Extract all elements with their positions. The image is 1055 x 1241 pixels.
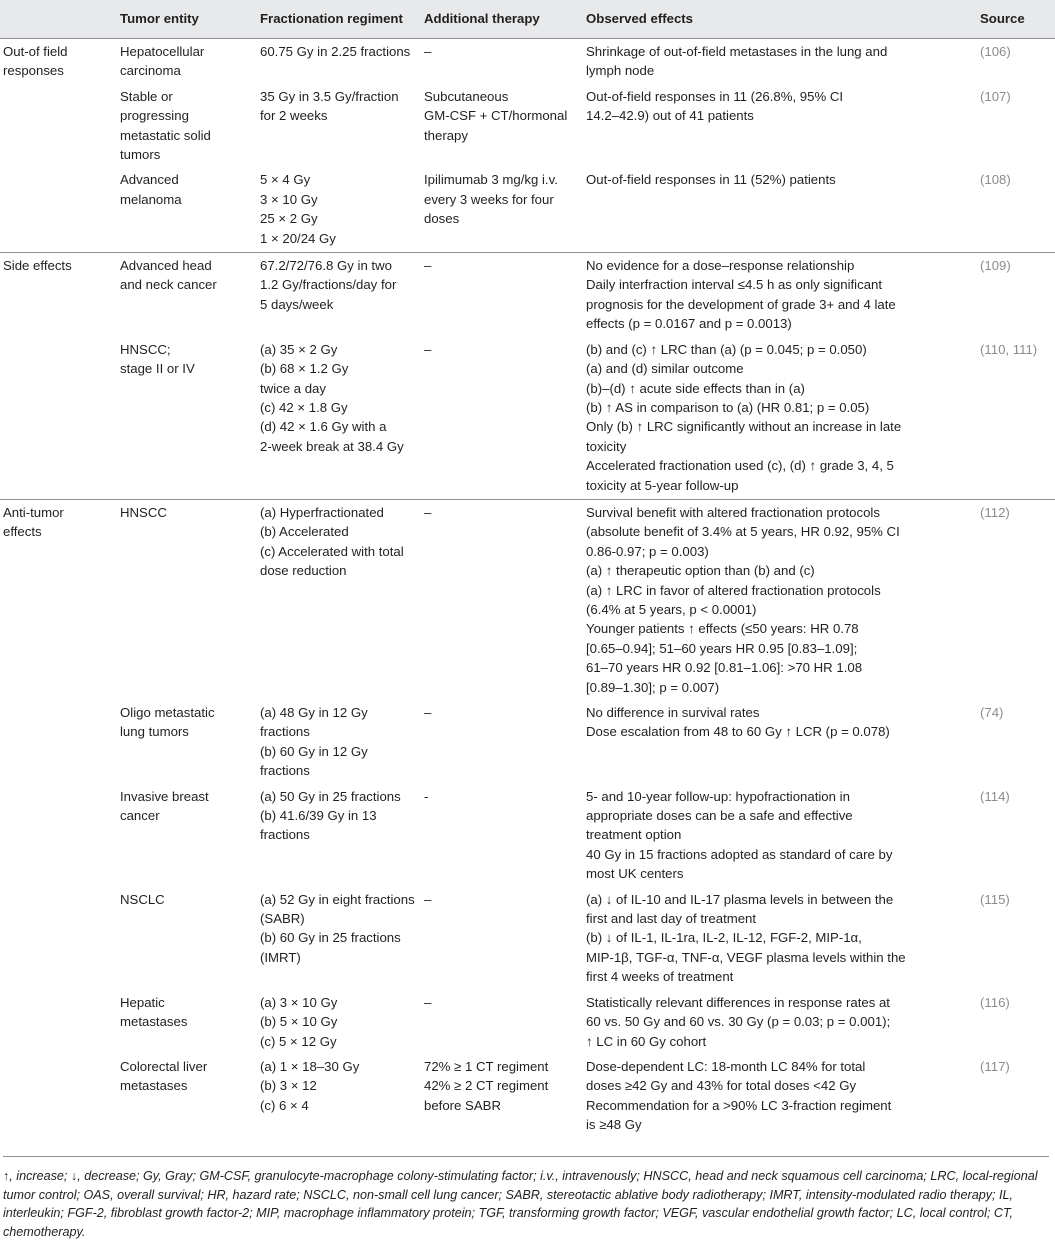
- additional-therapy-cell-line: –: [424, 341, 432, 357]
- group-label: [0, 499, 120, 701]
- observed-effects-cell-line: Dose escalation from 48 to 60 Gy ↑ LCR (p = 0.078): [586, 724, 890, 740]
- group-label: [0, 338, 120, 500]
- fractionation-cell: [260, 1055, 424, 1139]
- additional-therapy-cell-line: 72% ≥ 1 CT regiment: [424, 1058, 549, 1074]
- additional-therapy-cell-line: GM-CSF + CT/hormonal: [424, 108, 568, 124]
- source-cell: (115): [980, 891, 1010, 907]
- observed-effects-cell-line: first and last day of treatment: [586, 911, 757, 927]
- observed-effects-cell-line: lymph node: [586, 63, 655, 79]
- tumor-entity-cell: [120, 499, 260, 701]
- source-cell: (107): [980, 88, 1011, 104]
- tumor-entity-cell-line: NSCLC: [120, 891, 165, 907]
- fractionation-cell-line: (SABR): [260, 911, 305, 927]
- observed-effects-cell: [586, 39, 980, 85]
- fractionation-cell: [260, 701, 424, 785]
- observed-effects-cell-line: 61–70 years HR 0.92 [0.81–1.06]: >70 HR 1.08: [586, 660, 863, 676]
- additional-therapy-cell: [424, 39, 586, 85]
- fractionation-cell-line: (d) 42 × 1.6 Gy with a: [260, 419, 387, 435]
- table-row: [0, 785, 1055, 888]
- source-cell: (109): [980, 253, 1055, 338]
- additional-therapy-cell-line: doses: [424, 211, 460, 227]
- additional-therapy-cell-line: therapy: [424, 127, 468, 143]
- additional-therapy-cell: [424, 701, 586, 785]
- table-row: [0, 888, 1055, 991]
- observed-effects-cell-line: first 4 weeks of treatment: [586, 969, 734, 985]
- observed-effects-cell: [586, 785, 980, 888]
- observed-effects-cell-line: (absolute benefit of 3.4% at 5 years, HR 0.92, 95% CI: [586, 524, 900, 540]
- fractionation-cell-line: (a) 1 × 18–30 Gy: [260, 1058, 360, 1074]
- observed-effects-cell: [586, 888, 980, 991]
- fractionation-cell-line: (a) 3 × 10 Gy: [260, 994, 338, 1010]
- tumor-entity-cell: [120, 701, 260, 785]
- observed-effects-cell-line: [0.89–1.30]; p = 0.007): [586, 679, 720, 695]
- observed-effects-cell-line: Dose-dependent LC: 18-month LC 84% for total: [586, 1058, 866, 1074]
- tumor-entity-cell-line: melanoma: [120, 191, 182, 207]
- observed-effects-cell-line: prognosis for the development of grade 3+ and 4 late: [586, 296, 896, 312]
- group-label: [0, 888, 120, 991]
- observed-effects-cell-line: 60 vs. 50 Gy and 60 vs. 30 Gy (p = 0.03; p = 0.001);: [586, 1014, 891, 1030]
- table-header-row: [0, 0, 1055, 39]
- observed-effects-cell-line: appropriate doses can be a safe and effective: [586, 808, 853, 824]
- tumor-entity-cell-line: Hepatocellular: [120, 44, 205, 59]
- additional-therapy-cell-line: –: [424, 44, 432, 59]
- tumor-entity-cell-line: carcinoma: [120, 63, 181, 79]
- fractionation-cell-line: (a) Hyperfractionated: [260, 504, 384, 520]
- fractionation-cell-line: fractions: [260, 724, 310, 740]
- observed-effects-cell: [586, 1055, 980, 1139]
- tumor-entity-cell-line: Advanced: [120, 172, 179, 188]
- fractionation-cell-line: (c) 42 × 1.8 Gy: [260, 399, 348, 415]
- fractionation-cell: [260, 888, 424, 991]
- observed-effects-cell-line: Out-of-field responses in 11 (26.8%, 95% CI: [586, 88, 844, 104]
- tumor-entity-cell-line: Colorectal liver: [120, 1058, 208, 1074]
- fractionation-cell-line: for 2 weeks: [260, 108, 328, 124]
- additional-therapy-cell-line: Ipilimumab 3 mg/kg i.v.: [424, 172, 558, 188]
- observed-effects-cell-line: Survival benefit with altered fractionation protocols: [586, 504, 880, 520]
- group-label: [0, 1055, 120, 1139]
- table-row: [0, 499, 1055, 701]
- table-row: [0, 39, 1055, 85]
- observed-effects-cell-line: (a) and (d) similar outcome: [586, 361, 744, 377]
- group-label: [0, 168, 120, 252]
- additional-therapy-cell-line: Subcutaneous: [424, 88, 509, 104]
- group-label: [0, 701, 120, 785]
- source-cell: (112): [980, 499, 1055, 701]
- observed-effects-cell-line: Accelerated fractionation used (c), (d) ↑ grade 3, 4, 5: [586, 458, 894, 474]
- group-label: [0, 785, 120, 888]
- tumor-entity-cell: [120, 785, 260, 888]
- fractionation-cell-line: (b) 41.6/39 Gy in 13: [260, 808, 377, 824]
- observed-effects-cell-line: (b) ↑ AS in comparison to (a) (HR 0.81; p = 0.05): [586, 399, 870, 415]
- observed-effects-cell-line: 0.86-0.97; p = 0.003): [586, 543, 709, 559]
- tumor-entity-cell-line: Advanced head: [120, 258, 212, 274]
- additional-therapy-cell: [424, 85, 586, 169]
- fractionation-cell-line: (c) 5 × 12 Gy: [260, 1033, 337, 1049]
- observed-effects-cell-line: toxicity: [586, 438, 627, 454]
- observed-effects-cell-line: Only (b) ↑ LRC significantly without an increase in late: [586, 419, 902, 435]
- tumor-entity-cell-line: metastases: [120, 1078, 188, 1094]
- fractionation-cell-line: (a) 35 × 2 Gy: [260, 341, 338, 357]
- tumor-entity-cell: [120, 168, 260, 252]
- fractionation-cell-line: (b) 5 × 10 Gy: [260, 1014, 338, 1030]
- table-row: [0, 338, 1055, 500]
- tumor-entity-cell: [120, 253, 260, 338]
- tumor-entity-cell-line: HNSCC: [120, 504, 167, 520]
- observed-effects-cell-line: (a) ↑ LRC in favor of altered fractionation protocols: [586, 582, 881, 598]
- fractionation-cell: [260, 991, 424, 1055]
- table-row: [0, 85, 1055, 169]
- fractionation-cell-line: (b) Accelerated: [260, 524, 349, 540]
- group-label: [0, 85, 120, 169]
- fractionation-cell-line: (b) 60 Gy in 12 Gy: [260, 743, 368, 759]
- source-cell: (108): [980, 172, 1011, 188]
- observed-effects-cell-line: 5- and 10-year follow-up: hypofractionation in: [586, 788, 850, 804]
- observed-effects-cell: [586, 85, 980, 169]
- tumor-entity-cell: [120, 39, 260, 85]
- additional-therapy-cell-line: –: [424, 504, 432, 520]
- additional-therapy-cell-line: –: [424, 994, 432, 1010]
- observed-effects-cell-line: (b)–(d) ↑ acute side effects than in (a): [586, 380, 805, 396]
- additional-therapy-cell: [424, 991, 586, 1055]
- table-row: [0, 253, 1055, 338]
- tumor-entity-cell: [120, 888, 260, 991]
- additional-therapy-cell-line: –: [424, 891, 432, 907]
- additional-therapy-cell-line: –: [424, 258, 432, 274]
- additional-therapy-cell: [424, 253, 586, 338]
- group-label-line: Anti-tumor: [3, 504, 64, 520]
- fractionation-cell: [260, 499, 424, 701]
- tumor-entity-cell-line: metastatic solid: [120, 127, 211, 143]
- tumor-entity-cell: [120, 991, 260, 1055]
- observed-effects-cell-line: Younger patients ↑ effects (≤50 years: HR 0.78: [586, 621, 859, 637]
- fractionation-cell-line: 5 days/week: [260, 296, 334, 312]
- tumor-entity-cell-line: Hepatic: [120, 994, 165, 1010]
- fractionation-cell-line: 1 × 20/24 Gy: [260, 230, 336, 246]
- fractionation-cell-line: 5 × 4 Gy: [260, 172, 311, 188]
- fractionation-cell-line: 35 Gy in 3.5 Gy/fraction: [260, 88, 399, 104]
- fractionation-cell-line: 25 × 2 Gy: [260, 211, 318, 227]
- fractionation-cell-line: (c) Accelerated with total: [260, 543, 404, 559]
- additional-therapy-cell: [424, 888, 586, 991]
- tumor-entity-cell-line: tumors: [120, 147, 161, 163]
- fractionation-cell-line: (c) 6 × 4: [260, 1097, 309, 1113]
- observed-effects-cell-line: 14.2–42.9) out of 41 patients: [586, 108, 754, 124]
- observed-effects-cell-line: doses ≥42 Gy and 43% for total doses <42 Gy: [586, 1078, 857, 1094]
- source-cell: (117): [980, 1058, 1010, 1074]
- table-row: [0, 168, 1055, 252]
- additional-therapy-cell-line: before SABR: [424, 1097, 501, 1113]
- table-footnote: ↑, increase; ↓, decrease; Gy, Gray; GM-CSF, granulocyte-macrophage colony-stimulating factor; i.v., intravenously; HNSCC, head and neck squamous cell carcinoma; LRC, local-regional tumor control; OAS, overall survival; HR, hazard rate; NSCLC, non-small cell lung cancer; SABR, stereotactic ablative body radiotherapy; IMRT, intensity-modulated radio therapy; IL, interleukin; FGF-2, fibroblast growth factor-2; MIP, macrophage inflammatory protein; TGF, transforming growth factor; VEGF, vascular endothelial growth factor; LC, local control; CT, chemotherapy.: [3, 1156, 1049, 1241]
- observed-effects-cell: [586, 991, 980, 1055]
- fractionation-cell: [260, 85, 424, 169]
- fractionation-cell: [260, 39, 424, 85]
- fractionation-cell-line: (a) 50 Gy in 25 fractions: [260, 788, 401, 804]
- fractionation-cell-line: 67.2/72/76.8 Gy in two: [260, 258, 392, 274]
- observed-effects-cell-line: is ≥48 Gy: [586, 1117, 642, 1133]
- fractionation-cell-line: fractions: [260, 763, 310, 779]
- observed-effects-cell: [586, 338, 980, 500]
- observed-effects-cell-line: (b) and (c) ↑ LRC than (a) (p = 0.045; p = 0.050): [586, 341, 867, 357]
- observed-effects-cell-line: MIP-1β, TGF-α, TNF-α, VEGF plasma levels within the: [586, 949, 906, 965]
- source-cell: (74): [980, 705, 1004, 720]
- tumor-entity-cell-line: stage II or IV: [120, 361, 195, 377]
- observed-effects-cell-line: No evidence for a dose–response relationship: [586, 258, 855, 274]
- additional-therapy-cell-line: every 3 weeks for four: [424, 191, 554, 207]
- group-label: [0, 253, 120, 338]
- additional-therapy-cell: [424, 1055, 586, 1139]
- fractionation-cell-line: fractions: [260, 827, 310, 843]
- observed-effects-cell-line: treatment option: [586, 827, 682, 843]
- observed-effects-cell: [586, 499, 980, 701]
- fractionation-cell: [260, 785, 424, 888]
- fractionation-cell-line: 2-week break at 38.4 Gy: [260, 438, 404, 454]
- observed-effects-cell-line: (a) ↓ of IL-10 and IL-17 plasma levels in between the: [586, 891, 894, 907]
- fractionation-cell-line: (a) 52 Gy in eight fractions: [260, 891, 415, 907]
- observed-effects-cell-line: Out-of-field responses in 11 (52%) patients: [586, 172, 836, 188]
- table-row: [0, 991, 1055, 1055]
- tumor-entity-cell-line: lung tumors: [120, 724, 189, 740]
- fractionation-cell-line: twice a day: [260, 380, 326, 396]
- source-cell: (110, 111): [980, 341, 1038, 357]
- observed-effects-cell-line: 40 Gy in 15 fractions adopted as standard of care by: [586, 846, 893, 862]
- additional-therapy-cell-line: 42% ≥ 2 CT regiment: [424, 1078, 549, 1094]
- fractionation-cell: [260, 338, 424, 500]
- tumor-entity-cell-line: Stable or: [120, 88, 173, 104]
- table-body: [0, 39, 1055, 1139]
- header-observed-effects: Observed effects: [586, 0, 980, 39]
- fractionation-cell-line: 1.2 Gy/fractions/day for: [260, 277, 397, 293]
- fractionation-cell-line: 3 × 10 Gy: [260, 191, 318, 207]
- table-row: [0, 701, 1055, 785]
- fractionation-cell-line: dose reduction: [260, 563, 347, 579]
- header-source: Source: [980, 0, 1055, 39]
- observed-effects-cell-line: (b) ↓ of IL-1, IL-1ra, IL-2, IL-12, FGF-2, MIP-1α,: [586, 930, 862, 946]
- tumor-entity-cell: [120, 338, 260, 500]
- additional-therapy-cell: [424, 338, 586, 500]
- observed-effects-cell-line: Statistically relevant differences in response rates at: [586, 994, 890, 1010]
- additional-therapy-cell: [424, 499, 586, 701]
- observed-effects-cell-line: No difference in survival rates: [586, 705, 760, 720]
- tumor-entity-cell-line: cancer: [120, 808, 160, 824]
- header-additional-therapy: Additional therapy: [424, 0, 586, 39]
- observed-effects-cell-line: Shrinkage of out-of-field metastases in the lung and: [586, 44, 888, 59]
- observed-effects-cell-line: Daily interfraction interval ≤4.5 h as only significant: [586, 277, 883, 293]
- tumor-entity-cell-line: Invasive breast: [120, 788, 209, 804]
- table-row: [0, 1055, 1055, 1139]
- fractionation-cell-line: (IMRT): [260, 949, 301, 965]
- tumor-entity-cell: [120, 85, 260, 169]
- observed-effects-cell-line: ↑ LC in 60 Gy cohort: [586, 1033, 707, 1049]
- observed-effects-cell: [586, 168, 980, 252]
- header-group: [0, 0, 120, 39]
- observed-effects-cell-line: (a) ↑ therapeutic option than (b) and (c): [586, 563, 815, 579]
- observed-effects-cell-line: (6.4% at 5 years, p < 0.0001): [586, 601, 757, 617]
- source-cell: (114): [980, 788, 1010, 804]
- observed-effects-cell-line: effects (p = 0.0167 and p = 0.0013): [586, 316, 792, 332]
- group-label-line: effects: [3, 524, 42, 540]
- tumor-entity-cell: [120, 1055, 260, 1139]
- tumor-entity-cell-line: metastases: [120, 1014, 188, 1030]
- fractionation-cell-line: (b) 3 × 12: [260, 1078, 317, 1094]
- fractionation-cell-line: (b) 60 Gy in 25 fractions: [260, 930, 401, 946]
- fractionation-cell: [260, 168, 424, 252]
- observed-effects-cell-line: most UK centers: [586, 866, 684, 882]
- group-label-line: Side effects: [3, 258, 72, 274]
- group-label: [0, 991, 120, 1055]
- additional-therapy-cell-line: -: [424, 788, 429, 804]
- observed-effects-cell-line: toxicity at 5-year follow-up: [586, 477, 739, 493]
- group-label-line: responses: [3, 63, 64, 79]
- fractionation-cell-line: (b) 68 × 1.2 Gy: [260, 361, 349, 377]
- group-label: [0, 39, 120, 85]
- group-label-line: Out-of field: [3, 44, 68, 59]
- tumor-entity-cell-line: progressing: [120, 108, 189, 124]
- observed-effects-cell: [586, 253, 980, 338]
- observed-effects-cell-line: Recommendation for a >90% LC 3-fraction regiment: [586, 1097, 892, 1113]
- tumor-entity-cell-line: and neck cancer: [120, 277, 217, 293]
- additional-therapy-cell: [424, 168, 586, 252]
- observed-effects-cell: [586, 701, 980, 785]
- additional-therapy-cell-line: –: [424, 705, 432, 720]
- header-tumor-entity: Tumor entity: [120, 0, 260, 39]
- tumor-entity-cell-line: HNSCC;: [120, 341, 171, 357]
- additional-therapy-cell: [424, 785, 586, 888]
- observed-effects-cell-line: [0.65–0.94]; 51–60 years HR 0.95 [0.83–1.09];: [586, 640, 858, 656]
- header-fractionation-regiment: Fractionation regiment: [260, 0, 424, 39]
- fractionation-cell: [260, 253, 424, 338]
- source-cell: (106): [980, 39, 1055, 85]
- tumor-entity-cell-line: Oligo metastatic: [120, 705, 215, 720]
- fractionation-cell-line: (a) 48 Gy in 12 Gy: [260, 705, 368, 720]
- fractionation-cell-line: 60.75 Gy in 2.25 fractions: [260, 44, 411, 59]
- source-cell: (116): [980, 994, 1010, 1010]
